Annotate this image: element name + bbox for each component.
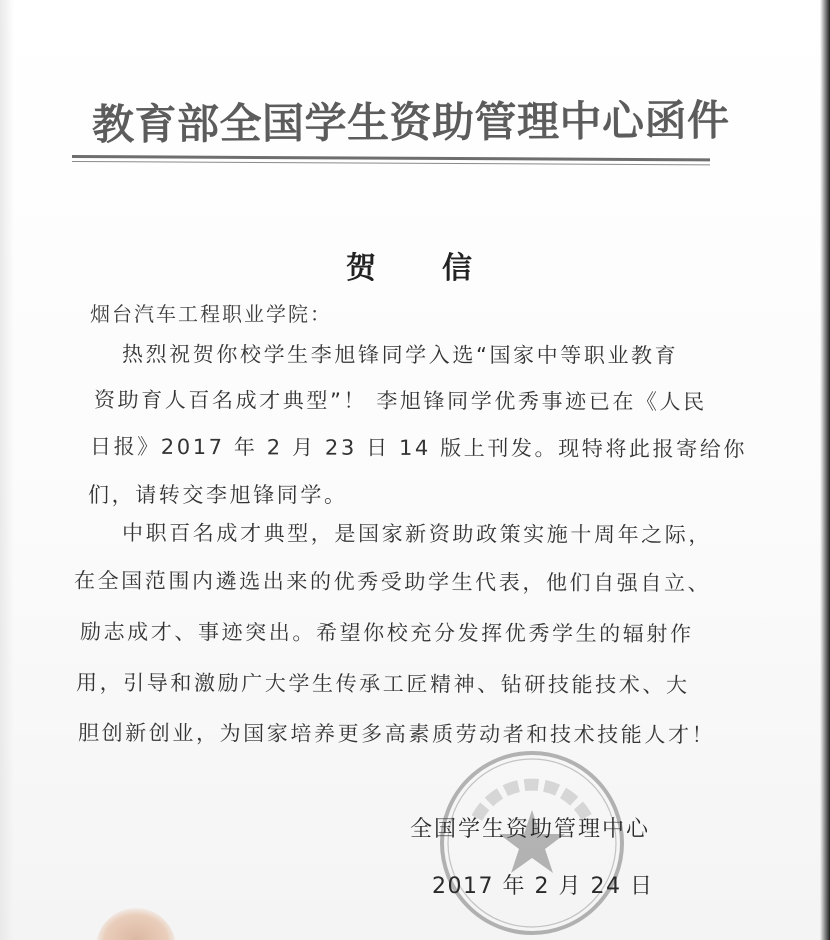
body-line: 胆创新创业，为国家培养更多高素质劳动者和技术技能人才！ [77, 720, 716, 748]
body-line: 资助育人百名成才典型”！ 李旭锋同学优秀事迹已在《人民 [93, 387, 707, 415]
signature-organization: 全国学生资助管理中心 [410, 817, 651, 842]
letterhead-rule-thin [72, 161, 710, 165]
letterhead-title: 教育部全国学生资助管理中心函件 [91, 95, 730, 150]
body-line: 用，引导和激励广大学生传承工匠精神、钻研技能技术、大 [75, 670, 690, 698]
official-seal-stamp [437, 748, 627, 938]
salutation: 烟台汽车工程职业学院： [90, 302, 332, 326]
letter-title-char-2: 信 [442, 251, 474, 286]
body-line: 热烈祝贺你校学生李旭锋同学入选“国家中等职业教育 [121, 342, 679, 368]
body-line: 在全国范围内遴选出来的优秀受助学生代表，他们自强自立、 [73, 568, 712, 596]
letter-title [300, 243, 520, 287]
body-line: 中职百名成才典型，是国家新资助政策实施十周年之际， [121, 520, 713, 548]
finger-blur [96, 908, 176, 940]
body-line: 日报》2017 年 2 月 23 日 14 版上刊发。现特将此报寄给你 [89, 434, 748, 462]
letter-title-char-1: 贺 [346, 251, 378, 286]
body-line: 们，请转交李旭锋同学。 [88, 483, 348, 507]
page-left-shadow [0, 0, 14, 940]
signature-date: 2017 年 2 月 24 日 [432, 874, 654, 899]
page-right-shadow [820, 0, 830, 940]
letterhead-rule [72, 155, 710, 161]
body-line: 励志成才、事迹突出。希望你校充分发挥优秀学生的辐射作 [79, 619, 694, 647]
